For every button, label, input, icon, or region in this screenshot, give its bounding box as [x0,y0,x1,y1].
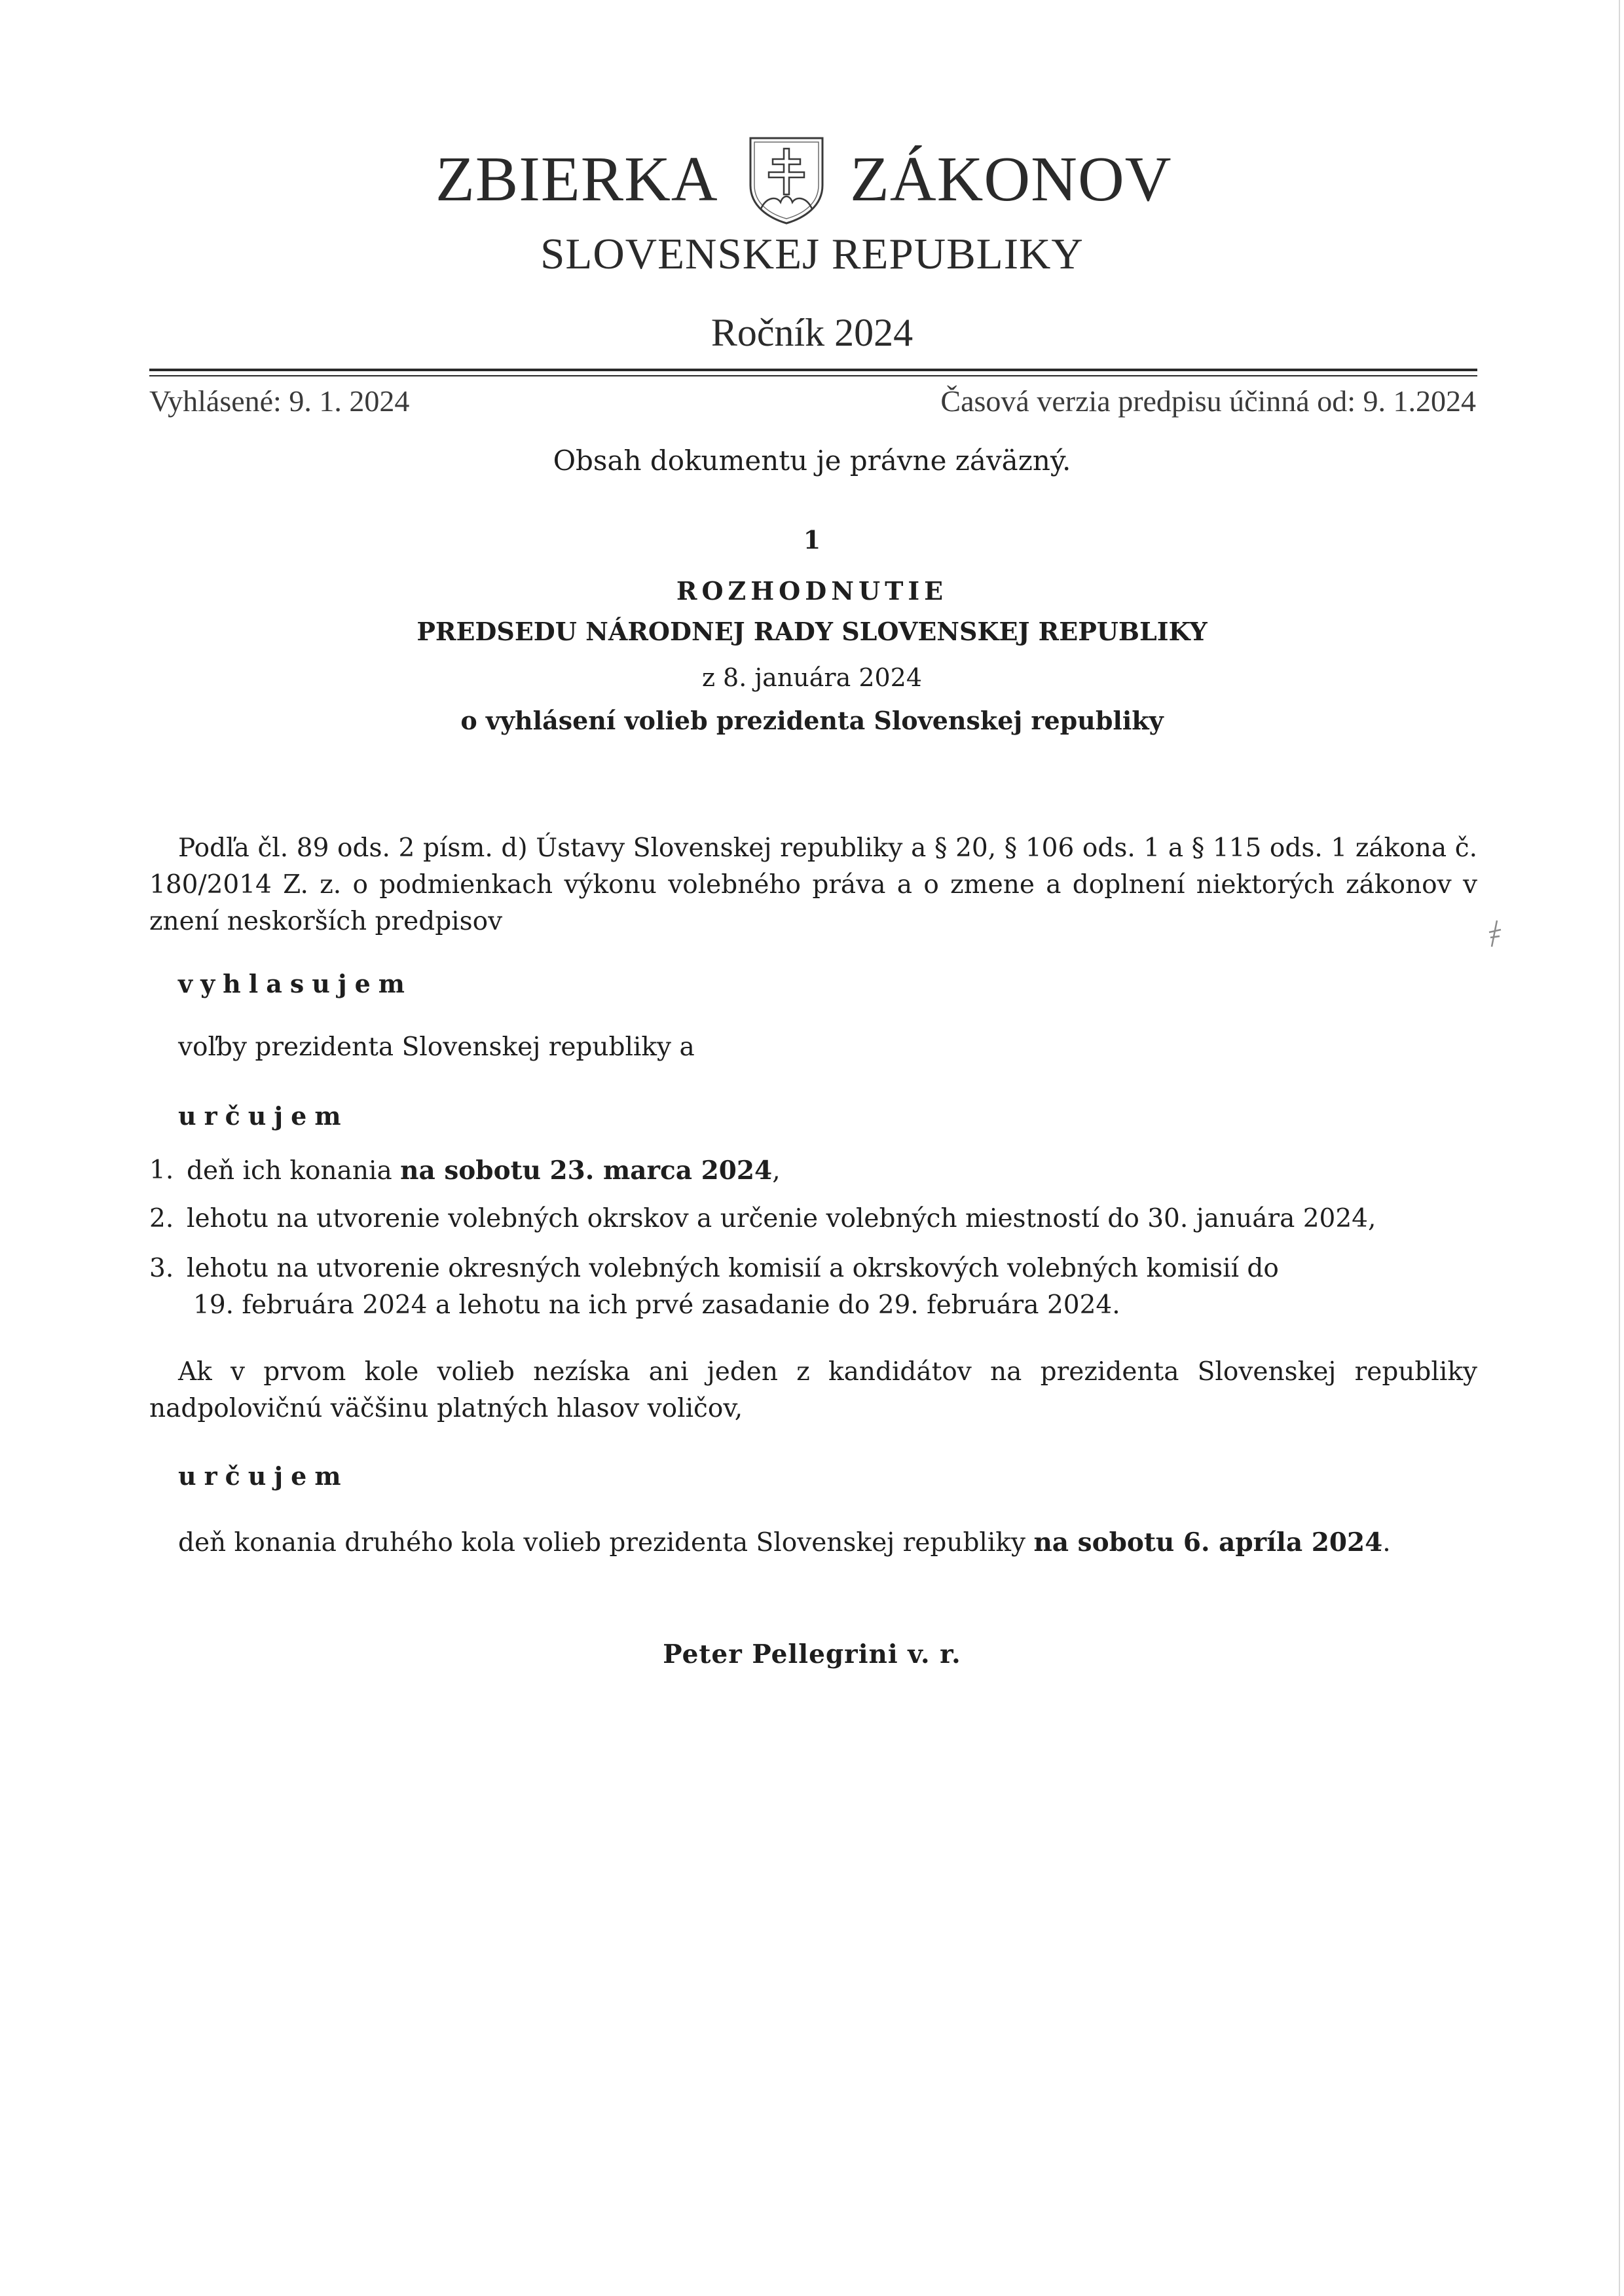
list-item-tail: , [772,1156,781,1186]
condition-text: Ak v prvom kole volieb nezíska ani jeden z kandidátov na prezidenta Slovenskej republiky nadpolovičnú väčšinu platných hlasov voličov, [149,1357,1477,1423]
announced-date: Vyhlásené: 9. 1. 2024 [149,384,410,418]
second-round-paragraph [178,1524,1391,1561]
declare-keyword: vyhlasujem [178,969,413,998]
list-item-text [187,1152,1477,1190]
list-item-line-1: lehotu na utvorenie okresných volebných komisií a okrskových volebných komisií do [187,1254,1279,1283]
document-title: o vyhlásení volieb prezidenta Slovenskej republiky [460,706,1164,735]
second-round-date: na sobotu 6. apríla 2024 [1033,1527,1383,1558]
effective-date: Časová verzia predpisu účinná od: 9. 1.2024 [940,384,1476,418]
intro-text: Podľa čl. 89 ods. 2 písm. d) Ústavy Slovenskej republiky a § 20, § 106 ods. 1 a § 115 ods. 1 zákona č. 180/2014 Z. z. o podmienkach výkonu volebného práva a o zmene a doplnení niektorých zákonov v znení neskorších predpisov [149,833,1477,936]
binding-notice: Obsah dokumentu je právne záväzný. [553,445,1071,477]
list-item-plain: deň ich konania [187,1156,401,1186]
declare-object: voľby prezidenta Slovenskej republiky a [178,1032,695,1062]
list-item-text [187,1250,1477,1324]
list-item-line-2: 19. februára 2024 a lehotu na ich prvé zasadanie do 29. februára 2024. [193,1290,1120,1320]
masthead-title-left: ZBIERKA [435,144,718,215]
determine-keyword-2: určujem [178,1461,349,1491]
document-issuer: PREDSEDU NÁRODNEJ RADY SLOVENSKEJ REPUBLIKY [416,617,1208,646]
slovak-coat-of-arms-icon [747,134,826,226]
masthead [0,0,1624,380]
list-item-text: lehotu na utvorenie volebných okrskov a určenie volebných miestností do 30. januára 2024, [187,1204,1376,1233]
determine-keyword-1: určujem [178,1101,349,1131]
masthead-volume: Ročník 2024 [710,311,913,354]
list-item-number: 2. [149,1204,174,1233]
second-round-tail: . [1382,1528,1391,1558]
signature: Peter Pellegrini v. r. [663,1639,961,1669]
list-item-bold: na sobotu 23. marca 2024 [400,1156,773,1186]
intro-paragraph [149,830,1477,940]
document-date: z 8. januára 2024 [701,663,923,692]
masthead-subtitle: SLOVENSKEJ REPUBLIKY [540,230,1084,278]
masthead-rule-thick [149,369,1477,371]
list-item-number: 3. [149,1254,174,1283]
pencil-mark-icon [1485,918,1505,949]
masthead-title-row [0,134,1624,232]
second-round-text: deň konania druhého kola volieb prezidenta Slovenskej republiky [178,1528,1034,1558]
document-type: ROZHODNUTIE [676,576,948,606]
condition-paragraph [149,1354,1477,1427]
document-number: 1 [803,525,821,555]
list-item-number: 1. [149,1156,174,1185]
masthead-title-right: ZÁKONOV [850,144,1172,215]
masthead-rule-thin [149,375,1477,376]
